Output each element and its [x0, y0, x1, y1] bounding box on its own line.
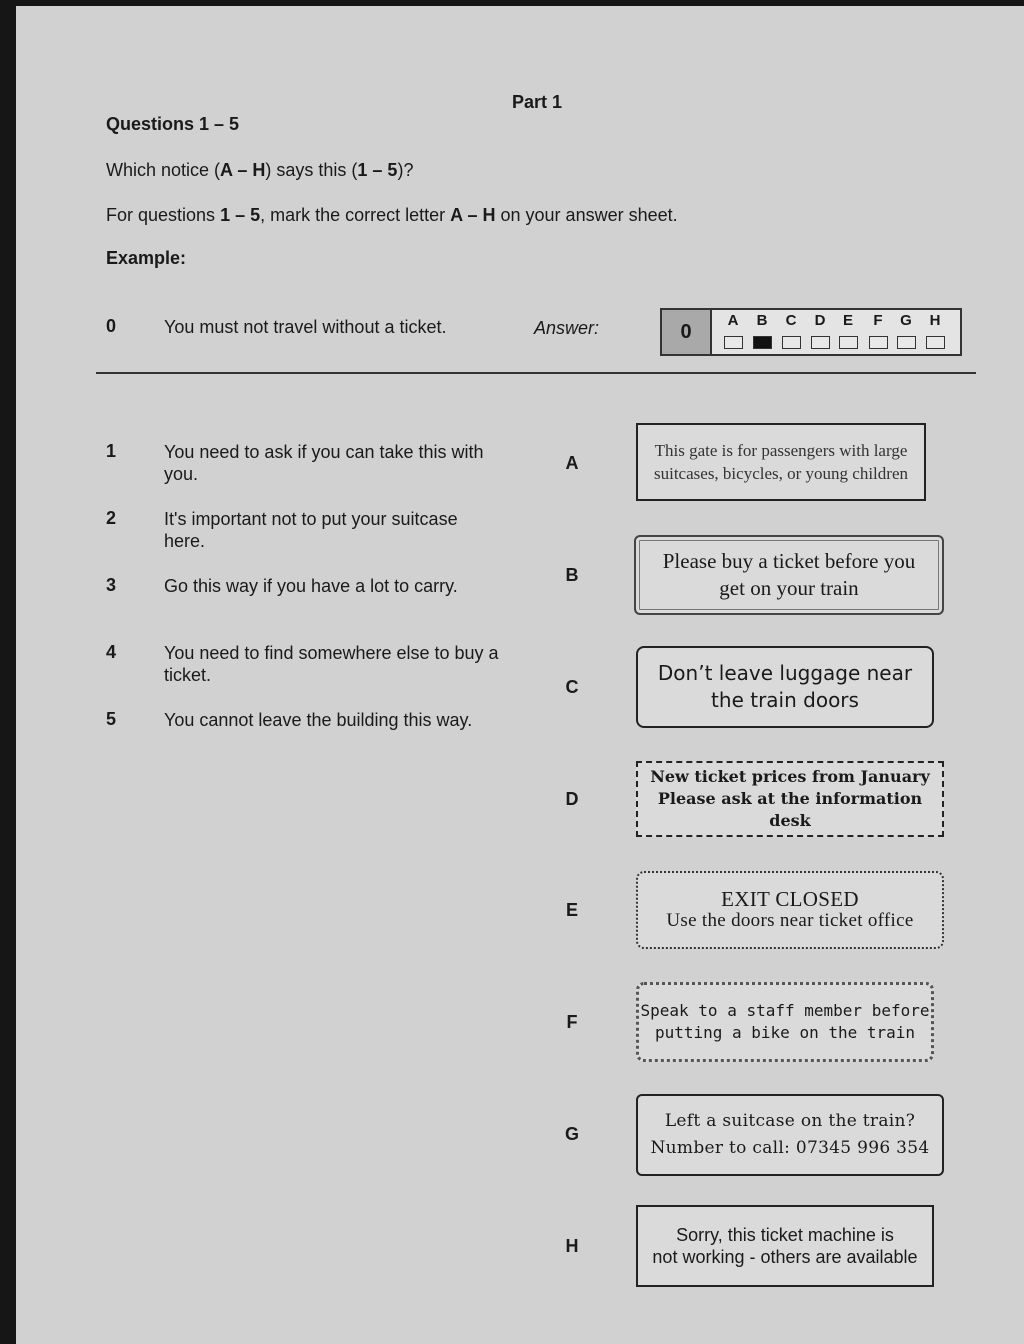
notice-line: the train doors — [711, 688, 859, 712]
notice-line: Please buy a ticket before you — [662, 549, 916, 573]
part-title: Part 1 — [512, 92, 563, 112]
mark-mid: , mark the correct letter — [260, 205, 451, 225]
option-label-h: H — [929, 312, 941, 329]
notice-line: New ticket prices from January — [650, 767, 930, 786]
option-box-e[interactable] — [839, 336, 858, 349]
option-label-c: C — [785, 312, 797, 329]
option-box-a[interactable] — [724, 336, 743, 349]
notice-d — [636, 761, 944, 837]
notice-letter-g: G — [564, 1124, 579, 1144]
question-number: 5 — [106, 709, 117, 729]
question-number: 4 — [106, 642, 117, 662]
answer-box-number: 0 — [662, 310, 712, 354]
answer-option-d[interactable] — [806, 312, 834, 349]
question-text: It's important not to put your suitcase here. — [164, 509, 458, 551]
notice-a — [636, 423, 926, 501]
mark-instruction-line — [106, 204, 678, 226]
option-box-f[interactable] — [869, 336, 888, 349]
notice-line: Use the doors near ticket office — [666, 910, 914, 931]
notice-line: suitcases, bicycles, or young children — [654, 464, 908, 483]
mark-prefix: For questions — [106, 205, 221, 225]
notice-line: EXIT CLOSED — [721, 887, 859, 911]
notice-letter-a: A — [565, 453, 579, 473]
question-number: 1 — [106, 441, 117, 461]
option-label-d: D — [814, 312, 826, 329]
instruction-prefix: Which notice ( — [106, 160, 221, 180]
section-divider — [96, 372, 976, 374]
option-label-b: B — [756, 312, 768, 329]
answer-option-c[interactable] — [777, 312, 805, 349]
option-box-c[interactable] — [782, 336, 801, 349]
instruction-nums: 1 – 5 — [357, 160, 398, 180]
notice-letter-c: C — [565, 677, 579, 697]
instruction-mid: ) says this ( — [265, 160, 358, 180]
question-number: 2 — [106, 508, 117, 528]
answer-option-b[interactable] — [748, 312, 776, 349]
example-label: Example: — [106, 248, 187, 268]
mark-suffix: on your answer sheet. — [495, 205, 678, 225]
instruction-suffix: )? — [397, 160, 414, 180]
question-number: 3 — [106, 575, 117, 595]
option-label-f: F — [873, 312, 883, 329]
option-box-b[interactable] — [753, 336, 772, 349]
notice-c — [636, 646, 934, 728]
answer-label: Answer: — [534, 318, 600, 338]
notice-letter-d: D — [565, 789, 579, 809]
notice-line: get on your train — [719, 576, 859, 600]
notice-line: Don’t leave luggage near — [657, 661, 913, 685]
example-text: You must not travel without a ticket. — [164, 317, 447, 337]
example-answer-box — [660, 308, 962, 356]
answer-option-e[interactable] — [834, 312, 862, 349]
notice-line: putting a bike on the train — [654, 1023, 916, 1042]
notice-h — [636, 1205, 934, 1287]
notice-line: Left a suitcase on the train? — [664, 1111, 916, 1131]
mark-nums: 1 – 5 — [220, 205, 261, 225]
notice-letter-e: E — [565, 900, 578, 920]
notice-e — [636, 871, 944, 949]
question-text: Go this way if you have a lot to carry. — [164, 576, 458, 596]
answer-option-f[interactable] — [864, 312, 892, 349]
question-text: You need to find somewhere else to buy a ticket. — [164, 643, 499, 685]
notice-line: Speak to a staff member before — [640, 1001, 930, 1020]
example-number: 0 — [106, 316, 117, 336]
answer-option-a[interactable] — [719, 312, 747, 349]
instruction-line — [106, 159, 413, 181]
option-label-a: A — [727, 312, 739, 329]
notice-letter-h: H — [565, 1236, 579, 1256]
notice-line: Number to call: 07345 996 354 — [650, 1138, 930, 1158]
question-text: You need to ask if you can take this with you. — [164, 442, 484, 484]
notice-line: Sorry, this ticket machine is — [676, 1225, 894, 1245]
answer-option-h[interactable] — [921, 312, 949, 349]
exam-page — [16, 6, 1024, 1344]
option-label-g: G — [900, 312, 912, 329]
instruction-range: A – H — [220, 160, 266, 180]
notice-b — [634, 535, 944, 615]
notice-letter-b: B — [565, 565, 579, 585]
mark-letters: A – H — [450, 205, 496, 225]
question-text: You cannot leave the building this way. — [164, 710, 473, 730]
option-box-h[interactable] — [926, 336, 945, 349]
answer-option-g[interactable] — [892, 312, 920, 349]
questions-range-heading: Questions 1 – 5 — [106, 114, 240, 134]
notice-line: Please ask at the information desk — [657, 789, 923, 830]
option-box-d[interactable] — [811, 336, 830, 349]
notice-f — [636, 982, 934, 1062]
option-label-e: E — [842, 312, 853, 329]
notice-g — [636, 1094, 944, 1176]
option-box-g[interactable] — [897, 336, 916, 349]
notice-line: not working - others are available — [652, 1247, 918, 1267]
notice-line: This gate is for passengers with large — [654, 441, 908, 460]
notice-letter-f: F — [566, 1012, 578, 1032]
